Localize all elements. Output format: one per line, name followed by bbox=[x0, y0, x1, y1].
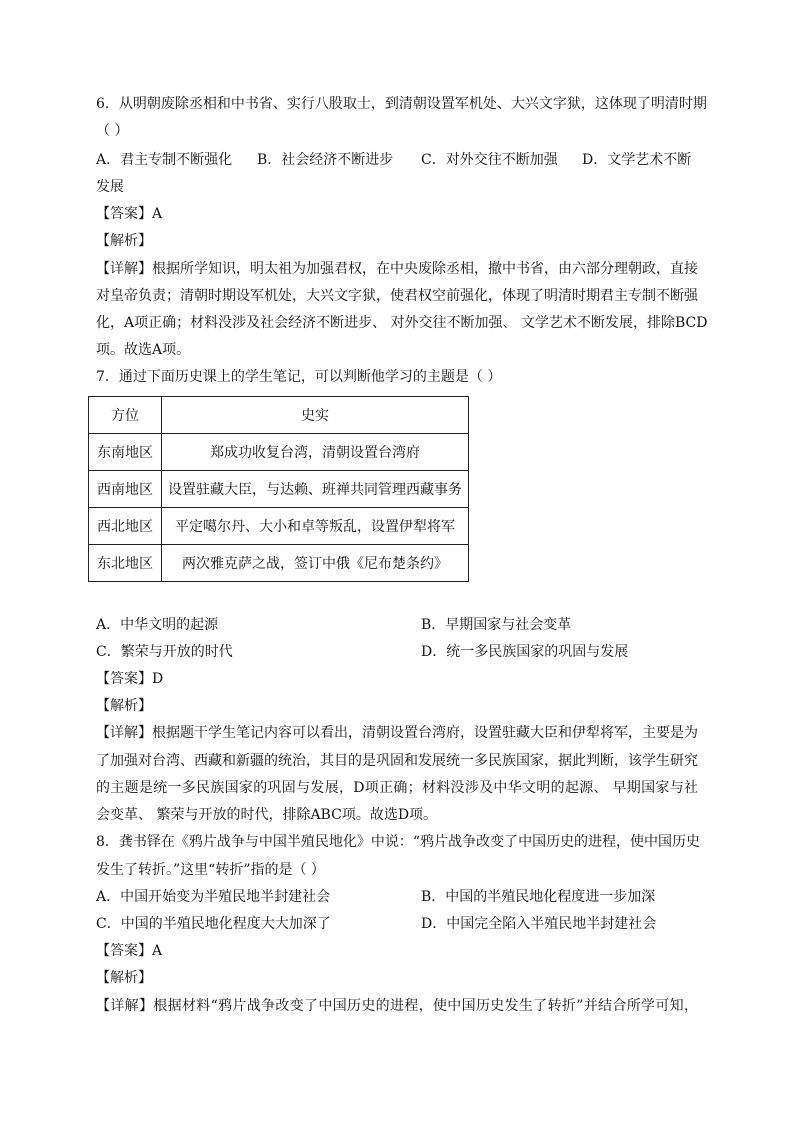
q6-stem-line2: （ ） bbox=[96, 123, 129, 139]
table-cell-region: 西北地区 bbox=[89, 508, 162, 545]
q7-stem: 7．通过下面历史课上的学生笔记，可以判断他学习的主题是（ ） bbox=[96, 369, 502, 385]
table-cell-region: 东南地区 bbox=[89, 434, 162, 471]
table-row bbox=[89, 508, 469, 545]
q8-stem-line1: 8．龚书铎在《鸦片战争与中国半殖民地化》中说：“鸦片战争改变了中国历史的进程，使中国历史 bbox=[96, 834, 701, 850]
q8-detail-line1: 【详解】根据材料“鸦片战争改变了中国历史的进程，使中国历史发生了转折”并结合所学可知， bbox=[96, 998, 698, 1014]
q7-detail-line4: 会变革、 繁荣与开放的时代，排除ABC项。故选D项。 bbox=[96, 807, 438, 823]
table-header-cell: 史实 bbox=[162, 397, 469, 434]
q8-answer: 【答案】A bbox=[96, 943, 163, 959]
table-header-row bbox=[89, 397, 469, 434]
q7-detail-line3: 的主题是统一多民族国家的巩固与发展，D项正确；材料没涉及中华文明的起源、 早期国家与社 bbox=[96, 780, 698, 796]
q6-option-d-continued: 发展 bbox=[96, 179, 124, 195]
table-cell-fact: 设置驻藏大臣，与达赖、班禅共同管理西藏事务 bbox=[162, 471, 469, 508]
q8-analysis-label: 【解析】 bbox=[96, 970, 152, 986]
q6-option-d: D．文学艺术不断 bbox=[582, 152, 692, 168]
table-cell-fact: 郑成功收复台湾，清朝设置台湾府 bbox=[162, 434, 469, 471]
table-row bbox=[89, 545, 469, 582]
q6-stem-line1: 6．从明朝废除丞相和中书省、实行八股取士，到清朝设置军机处、大兴文字狱，这体现了明清时期 bbox=[96, 96, 707, 112]
table-cell-region: 西南地区 bbox=[89, 471, 162, 508]
student-notes-table bbox=[88, 396, 469, 582]
q8-option-b: B．中国的半殖民地化程度进一步加深 bbox=[421, 889, 656, 905]
q8-option-a: A．中国开始变为半殖民地半封建社会 bbox=[96, 889, 331, 905]
q6-detail-line2: 对皇帝负责；清朝时期设军机处，大兴文字狱，使君权空前强化，体现了明清时期君主专制不断强 bbox=[96, 288, 698, 304]
table-cell-region: 东北地区 bbox=[89, 545, 162, 582]
q6-answer: 【答案】A bbox=[96, 206, 163, 222]
q7-option-d: D．统一多民族国家的巩固与发展 bbox=[421, 644, 629, 660]
q7-option-a: A．中华文明的起源 bbox=[96, 617, 219, 633]
q6-detail-line1: 【详解】根据所学知识，明太祖为加强君权，在中央废除丞相，撤中书省，由六部分理朝政，直接 bbox=[96, 261, 698, 277]
q7-option-b: B．早期国家与社会变革 bbox=[421, 617, 572, 633]
q6-detail-line4: 项。故选A项。 bbox=[96, 342, 191, 358]
q7-analysis-label: 【解析】 bbox=[96, 698, 152, 714]
q8-option-d: D．中国完全陷入半殖民地半封建社会 bbox=[421, 916, 657, 932]
q6-option-a: A．君主专制不断强化 bbox=[96, 152, 233, 168]
q6-analysis-label: 【解析】 bbox=[96, 233, 152, 249]
q8-stem-line2: 发生了转折。”这里“转折”指的是（ ） bbox=[96, 862, 325, 878]
q8-option-c: C．中国的半殖民地化程度大大加深了 bbox=[96, 916, 331, 932]
q6-option-b: B．社会经济不断进步 bbox=[257, 152, 394, 168]
q7-detail-line2: 了加强对台湾、西藏和新疆的统治，其目的是巩固和发展统一多民族国家，据此判断，该学生研究 bbox=[96, 753, 698, 769]
q6-option-c: C．对外交往不断加强 bbox=[421, 152, 558, 168]
q7-detail-line1: 【详解】根据题干学生笔记内容可以看出，清朝设置台湾府，设置驻藏大臣和伊犁将军，主要是为 bbox=[96, 725, 698, 741]
table-row bbox=[89, 471, 469, 508]
table-cell-fact: 两次雅克萨之战，签订中俄《尼布楚条约》 bbox=[162, 545, 469, 582]
q6-detail-line3: 化，A项正确；材料没涉及社会经济不断进步、 对外交往不断加强、 文学艺术不断发展，排除BCD bbox=[96, 315, 708, 331]
table-cell-fact: 平定噶尔丹、大小和卓等叛乱，设置伊犁将军 bbox=[162, 508, 469, 545]
q7-option-c: C．繁荣与开放的时代 bbox=[96, 644, 233, 660]
q7-answer: 【答案】D bbox=[96, 671, 164, 687]
table-header-cell: 方位 bbox=[89, 397, 162, 434]
table-row bbox=[89, 434, 469, 471]
